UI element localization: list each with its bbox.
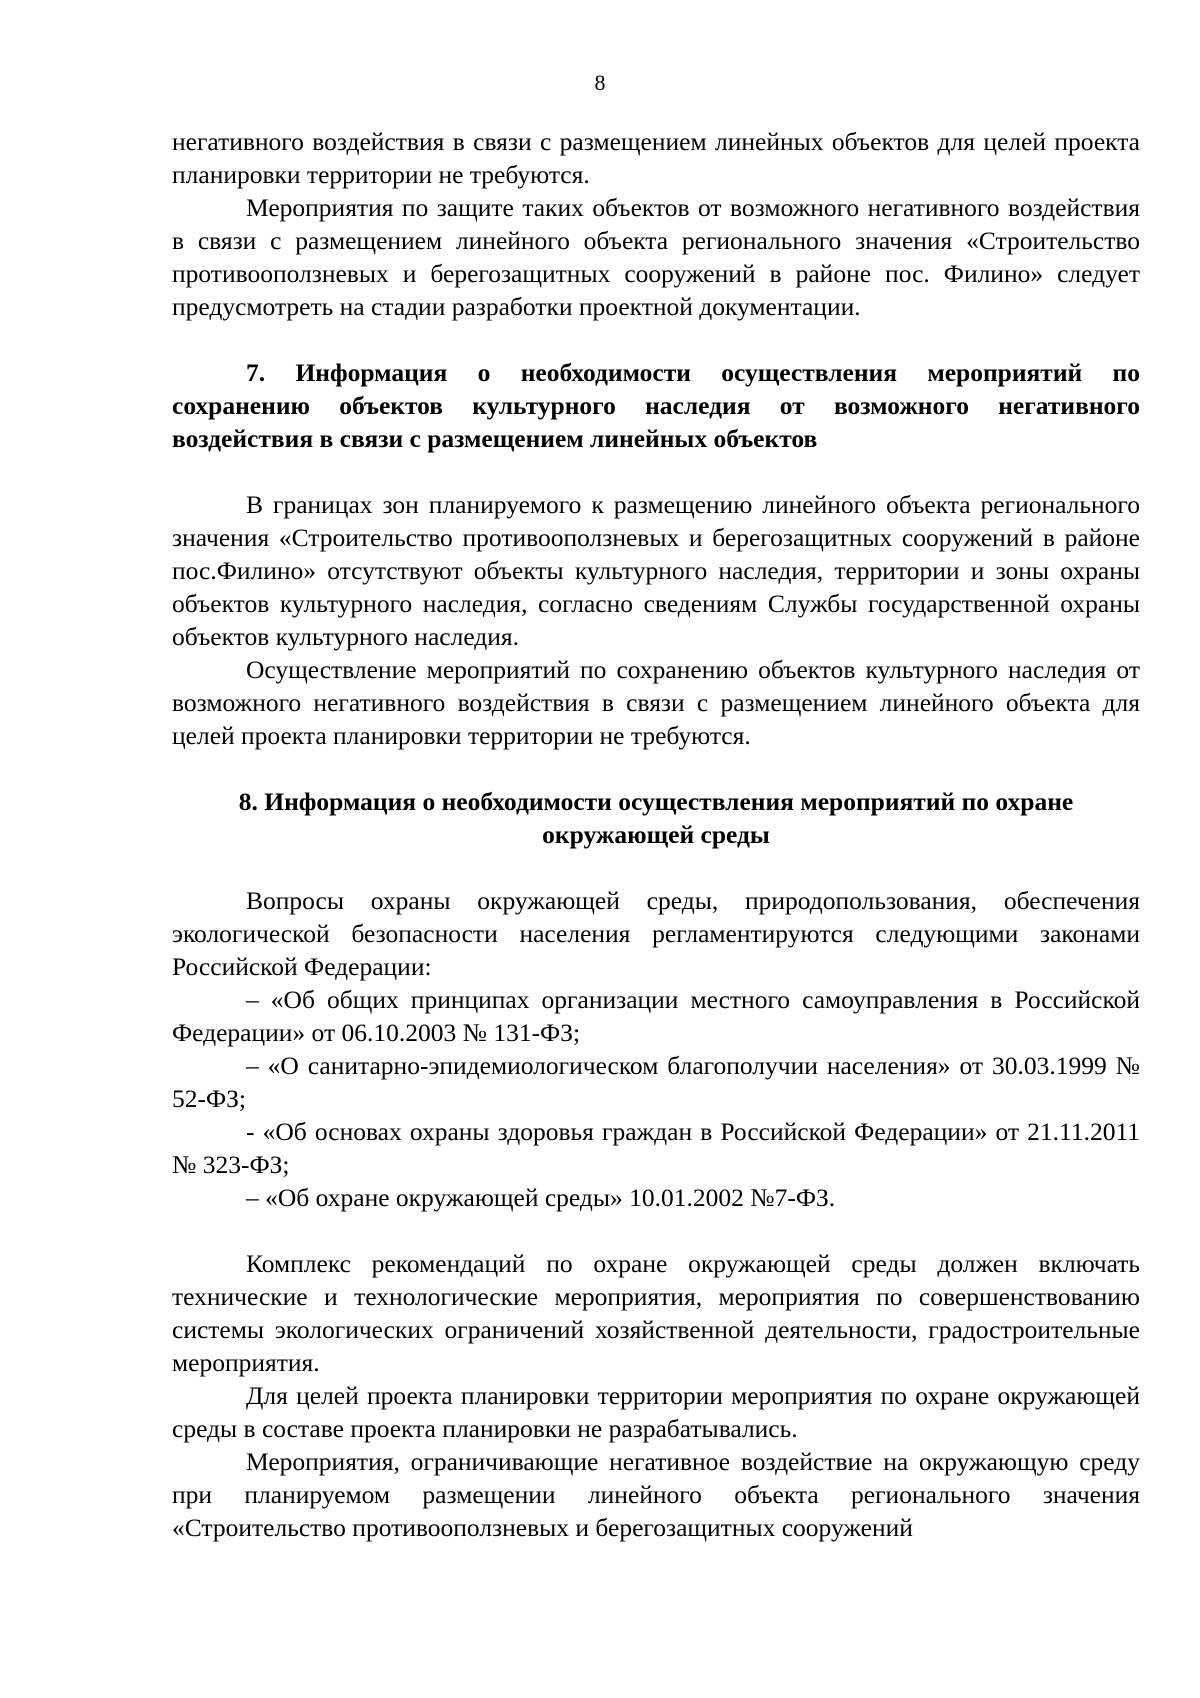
intro-paragraph-2: Мероприятия по защите таких объектов от возможного негативного воздействия в связи с размещением линейного объекта регионального значения «Строительство противооползневых и берегозащитных сооружений в районе пос. Филино» следует предусмотреть на стадии разработки проектной документации. [172, 193, 1140, 321]
law-item: – «О санитарно-эпидемиологическом благополучии населения» от 30.03.1999 № 52-ФЗ; [172, 1051, 1140, 1113]
page-number: 8 [594, 70, 606, 95]
section-8-paragraph-2: Комплекс рекомендаций по охране окружающей среды должен включать технические и технологические мероприятия, мероприятия по совершенствованию системы экологических ограничений хозяйственной деятельности, градостроительные мероприятия. [172, 1249, 1140, 1377]
law-item: - «Об основах охраны здоровья граждан в Российской Федерации» от 21.11.2011 № 323-ФЗ; [172, 1117, 1140, 1179]
section-7-heading: 7. Информация о необходимости осуществления мероприятий по сохранению объектов культурного наследия от возможного негативного воздействия в связи с размещением линейных объектов [172, 358, 1140, 453]
section-7-paragraph-2: Осуществление мероприятий по сохранению объектов культурного наследия от возможного негативного воздействия в связи с размещением линейного объекта для целей проекта планировки территории не требуются. [172, 655, 1140, 750]
section-8-paragraph-3: Для целей проекта планировки территории мероприятия по охране окружающей среды в составе проекта планировки не разрабатывались. [172, 1381, 1140, 1443]
law-item: – «Об охране окружающей среды» 10.01.2002 №7-ФЗ. [246, 1183, 836, 1212]
section-8-heading: 8. Информация о необходимости осуществления мероприятий по охране окружающей среды [238, 787, 1074, 849]
intro-paragraph-1: негативного воздействия в связи с размещением линейных объектов для целей проекта планировки территории не требуются. [172, 127, 1140, 189]
section-7-paragraph-1: В границах зон планируемого к размещению линейного объекта регионального значения «Строительство противооползневых и берегозащитных сооружений в районе пос.Филино» отсутствуют объекты культурного наследия, территории и зоны охраны объектов культурного наследия, согласно сведениям Службы государственной охраны объектов культурного наследия. [172, 490, 1140, 651]
section-8-paragraph-4: Мероприятия, ограничивающие негативное воздействие на окружающую среду при планируемом размещении линейного объекта регионального значения «Строительство противооползневых и берегозащитных сооружений [172, 1447, 1140, 1542]
page-content [172, 125, 1140, 1544]
section-8-paragraph-1: Вопросы охраны окружающей среды, природопользования, обеспечения экологической безопасности населения регламентируются следующими законами Российской Федерации: [172, 886, 1140, 981]
law-item: – «Об общих принципах организации местного самоуправления в Российской Федерации» от 06.10.2003 № 131-ФЗ; [172, 985, 1140, 1047]
